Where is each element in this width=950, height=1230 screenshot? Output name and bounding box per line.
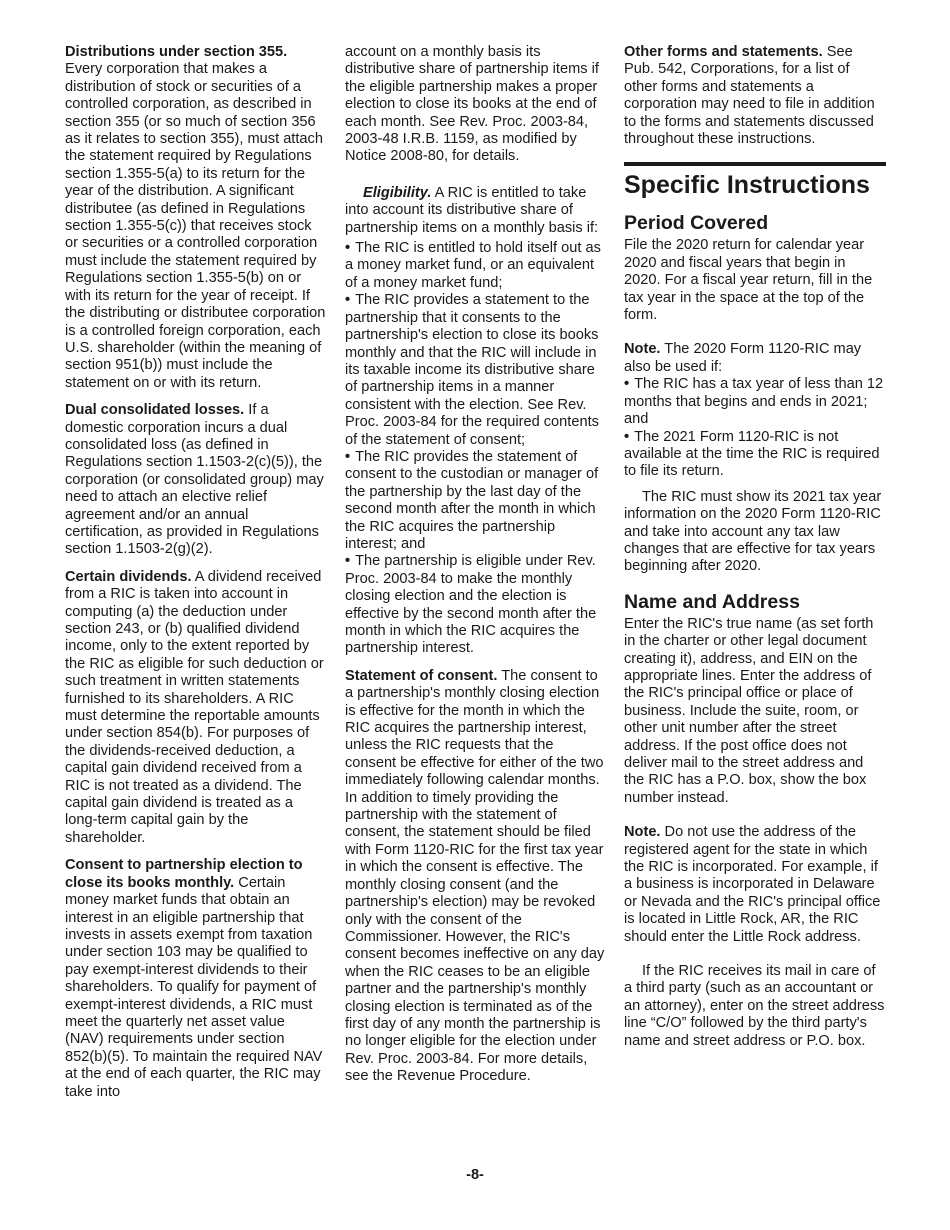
column-3 — [624, 44, 886, 1060]
paragraph-period-covered: File the 2020 return for calendar year 2020 and fiscal years that begin in 2020. For a fiscal year return, fill in the tax year in the space at the top of the form. — [624, 237, 873, 324]
heading-other-forms: Other forms and statements. — [624, 44, 823, 60]
text-eligibility: A RIC is entitled to take into account its distributive share of partnership items on a monthly basis if: — [345, 184, 599, 236]
note-1-bullet-list — [624, 376, 886, 480]
section-divider — [624, 162, 886, 166]
section-title-specific-instructions: Specific Instructions — [624, 171, 870, 200]
heading-eligibility: Eligibility. — [363, 184, 432, 201]
paragraph-statement-consent — [345, 668, 607, 1086]
paragraph-distributions — [65, 44, 327, 392]
list-item — [624, 429, 886, 481]
text-other-forms: See Pub. 542, Corporations, for a list of other forms and statements a corporation may need to file in addition to the forms and statements discussed throughout these instructions. — [624, 44, 875, 148]
text-dual-losses: If a domestic corporation incurs a dual consolidated loss (as defined in Regulations section 1.1503-2(c)(5)), the corporation (or consolidated group) may need to attach an elective relief agreement and/or an annual certification, as provided in Regulations section 1.1503-2(g)(2). — [65, 402, 324, 558]
list-item — [624, 376, 886, 428]
paragraph-note-1 — [624, 341, 886, 376]
list-item — [345, 553, 607, 657]
bullet-text: The RIC provides a statement to the partnership that it consents to the partnership's election to close its books monthly and that the RIC will include in its taxable income its distributive share of partnership items in a manner consistent with the election. See Rev. Proc. 2003-84 for the required contents of the statement of consent; — [345, 292, 599, 448]
paragraph-note-2 — [624, 824, 886, 946]
text-consent-partnership: Certain money market funds that obtain an interest in an eligible partnership that invests in assets exempt from taxation under section 103 may be qualified to pay exempt-interest dividends to their shareholders. To qualify for payment of exempt-interest dividends, a RIC must meet the quarterly net asset value (NAV) requirements under section 852(b)(5). To maintain the required NAV at the end of each quarter, the RIC may take into — [65, 874, 323, 1100]
subsection-title-period-covered: Period Covered — [624, 212, 769, 235]
bullet-text: The RIC is entitled to hold itself out as a money market fund, or an equivalent of a money market fund; — [345, 240, 601, 291]
heading-dual-losses: Dual consolidated losses. — [65, 402, 245, 419]
heading-distributions: Distributions under section 355. — [65, 44, 288, 60]
page-number: -8- — [466, 1167, 484, 1183]
list-item — [345, 449, 607, 553]
bullet-icon: • — [624, 376, 630, 393]
heading-note-1: Note. — [624, 341, 661, 358]
bullet-text: The RIC has a tax year of less than 12 months that begins and ends in 2021; and — [624, 376, 884, 428]
bullet-icon: • — [345, 292, 351, 309]
text-certain-dividends: A dividend received from a RIC is taken into account in computing (a) the deduction under section 243, or (b) qualified dividend income, only to the extent reported by the RIC as eligible for such deduction or such treatment in written statements furnished to its shareholders. A RIC must determine the reportable amounts under section 854(b). For purposes of the dividends-received deduction, a capital gain dividend received from a RIC is not treated as a dividend. The capital gain dividend is treated as a long-term capital gain by the shareholder. — [65, 568, 324, 846]
eligibility-bullet-list — [345, 240, 607, 658]
text-distributions: Every corporation that makes a distribution of stock or securities of a controlled corporation, as described in section 355 (or so much of section 356 as it relates to section 355), must attach the statement required by Regulations section 1.355-5(a) to its return for the year of the distribution. A significant distributee (as defined in Regulations section 1.355-5(c)) that receives stock or securities or a controlled corporation must include the statement required by Regulations section 1.355-5(b) on or with its return for the year of receipt. If the distributing or distributee corporation is a controlled foreign corporation, each U.S. shareholder (within the meaning of section 951(b)) must include the statement on or with its return. — [65, 61, 326, 391]
paragraph-consent-partnership — [65, 857, 327, 1101]
subsection-title-name-address: Name and Address — [624, 590, 800, 613]
list-item — [345, 292, 607, 449]
bullet-icon: • — [345, 240, 351, 257]
column-2 — [345, 44, 607, 1096]
heading-consent-partnership: Consent to partnership election to close its books monthly. — [65, 857, 303, 891]
heading-certain-dividends: Certain dividends. — [65, 568, 192, 585]
paragraph-eligibility — [345, 185, 607, 237]
text-note-2: Do not use the address of the registered agent for the state in which the RIC is incorporated. For example, if a business is incorporated in Delaware or Nevada and the RIC's principal office is located in Little Rock, AR, the RIC should enter the Little Rock address. — [624, 824, 881, 945]
paragraph-certain-dividends — [65, 569, 327, 848]
heading-note-2: Note. — [624, 824, 661, 841]
text-note-1: The 2020 Form 1120-RIC may also be used if: — [624, 341, 862, 375]
paragraph-care-of-address: If the RIC receives its mail in care of a third party (such as an accountant or an attorney), enter on the street address line “C/O” followed by the third party's name and street address or P.O. box. — [624, 963, 885, 1049]
bullet-text: The partnership is eligible under Rev. Proc. 2003-84 to make the monthly closing election and the election is effective by the second month after the month in which the RIC acquires the partnership interest. — [345, 553, 597, 657]
paragraph-other-forms — [624, 44, 886, 148]
bullet-text: The RIC provides the statement of consent to the custodian or manager of the partnership by the last day of the second month after the month in which the RIC acquires the partnership interest; and — [345, 448, 599, 552]
bullet-icon: • — [624, 428, 630, 445]
paragraph-name-address: Enter the RIC's true name (as set forth in the charter or other legal document creating it), address, and EIN on the appropriate lines. Enter the address of the RIC's principal office or place of business. Include the suite, room, or other unit number after the street address. If the post office does not deliver mail to the street address and the RIC has a P.O. box, show the box number instead. — [624, 615, 874, 806]
bullet-icon: • — [345, 553, 351, 570]
paragraph-period-tax-year: The RIC must show its 2021 tax year information on the 2020 Form 1120-RIC and take into account any tax law changes that are effective for tax years beginning after 2020. — [624, 488, 882, 575]
heading-statement-consent: Statement of consent. — [345, 667, 498, 684]
paragraph-continued: account on a monthly basis its distributive share of partnership items if the eligible partnership makes a proper election to close its books at the end of each month. See Rev. Proc. 2003-84, 2003-48 I.R.B. 1159, as modified by Notice 2008-80, for details. — [345, 44, 599, 165]
column-1 — [65, 44, 327, 1111]
paragraph-dual-losses — [65, 402, 327, 559]
text-statement-consent: The consent to a partnership's monthly closing election is effective for the month in which the RIC acquires the partnership interest, unless the RIC requests that the consent be effective for either of the two immediately following calendar months. In addition to timely providing the partnership with the statement of consent, the statement should be filed with Form 1120-RIC for the first tax year in which the consent is effective. The monthly closing consent (and the partnership's election) may be revoked only with the consent of the Commissioner. However, the RIC's consent becomes ineffective on any day when the RIC ceases to be an eligible partner and the partnership's monthly closing election is terminated as of the first day of any month the partnership is no longer eligible for the election under Rev. Proc. 2003-84. For more details, see the Revenue Procedure. — [345, 667, 605, 1085]
bullet-icon: • — [345, 448, 351, 465]
list-item — [345, 240, 607, 292]
bullet-text: The 2021 Form 1120-RIC is not available at the time the RIC is required to file its return. — [624, 428, 880, 480]
